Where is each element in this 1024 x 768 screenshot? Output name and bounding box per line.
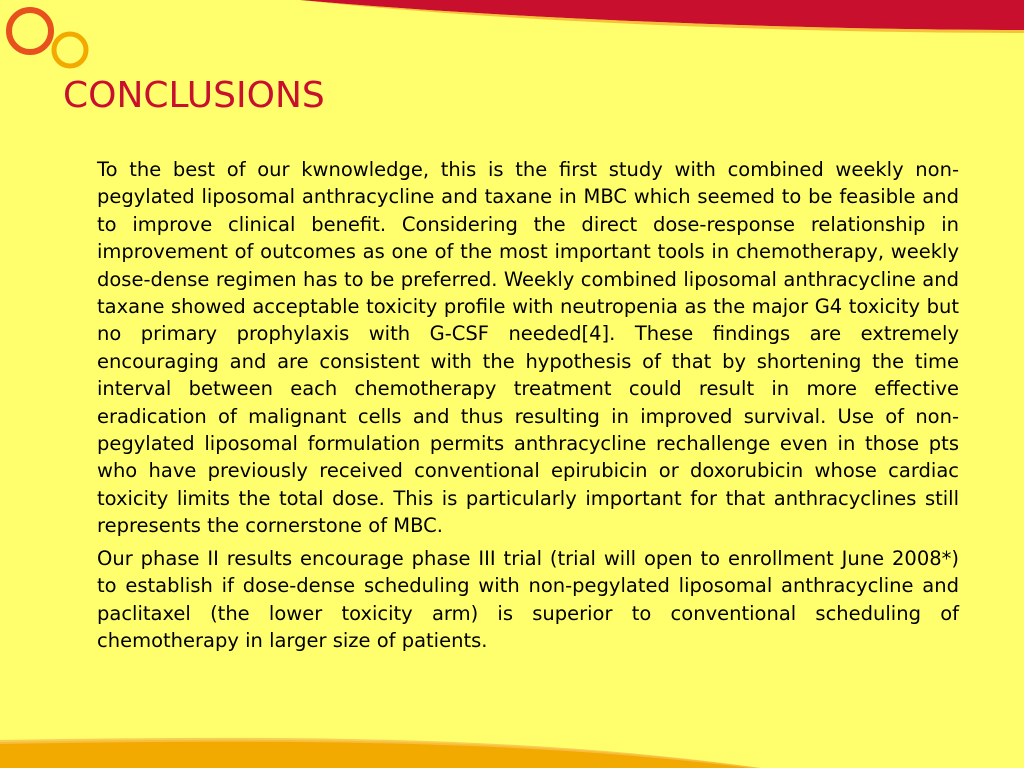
conclusions-paragraph-1: To the best of our kwnowledge, this is the first study with combined weekly non-pegylated liposomal anthracycline and taxane in MBC which seemed to be feasible and to improve clinical benefit. Considering the direct dose-response relationship in improvement of outcomes as one of the most important tools in chemotherapy, weekly dose-dense regimen has to be preferred. Weekly combined liposomal anthracycline and taxane showed acceptable toxicity profile with neutropenia as the major G4 toxicity but no primary prophylaxis with G-CSF needed[4]. These findings are extremely encouraging and are consistent with the hypothesis of that by shortening the time interval between each chemotherapy treatment could result in more effective eradication of malignant cells and thus resulting in improved survival. Use of non-pegylated liposomal formulation permits anthracycline rechallenge even in those pts who have previously received conventional epirubicin or doxorubicin whose cardiac toxicity limits the total dose. This is particularly important for that anthracyclines still represents the cornerstone of MBC. (97, 158, 959, 538)
slide-title: CONCLUSIONS (63, 75, 325, 116)
bottom-decorative-band (0, 728, 1024, 768)
top-decorative-band (0, 0, 1024, 40)
conclusions-paragraph-2: Our phase II results encourage phase III trial (trial will open to enrollment June 2008*) to establish if dose-dense scheduling with non-pegylated liposomal anthracycline and paclitaxel (the lower toxicity arm) is superior to conventional scheduling of chemotherapy in larger size of patients. (97, 546, 959, 652)
conclusions-body (97, 156, 959, 659)
two-interlocking-rings-logo-icon (0, 0, 100, 80)
